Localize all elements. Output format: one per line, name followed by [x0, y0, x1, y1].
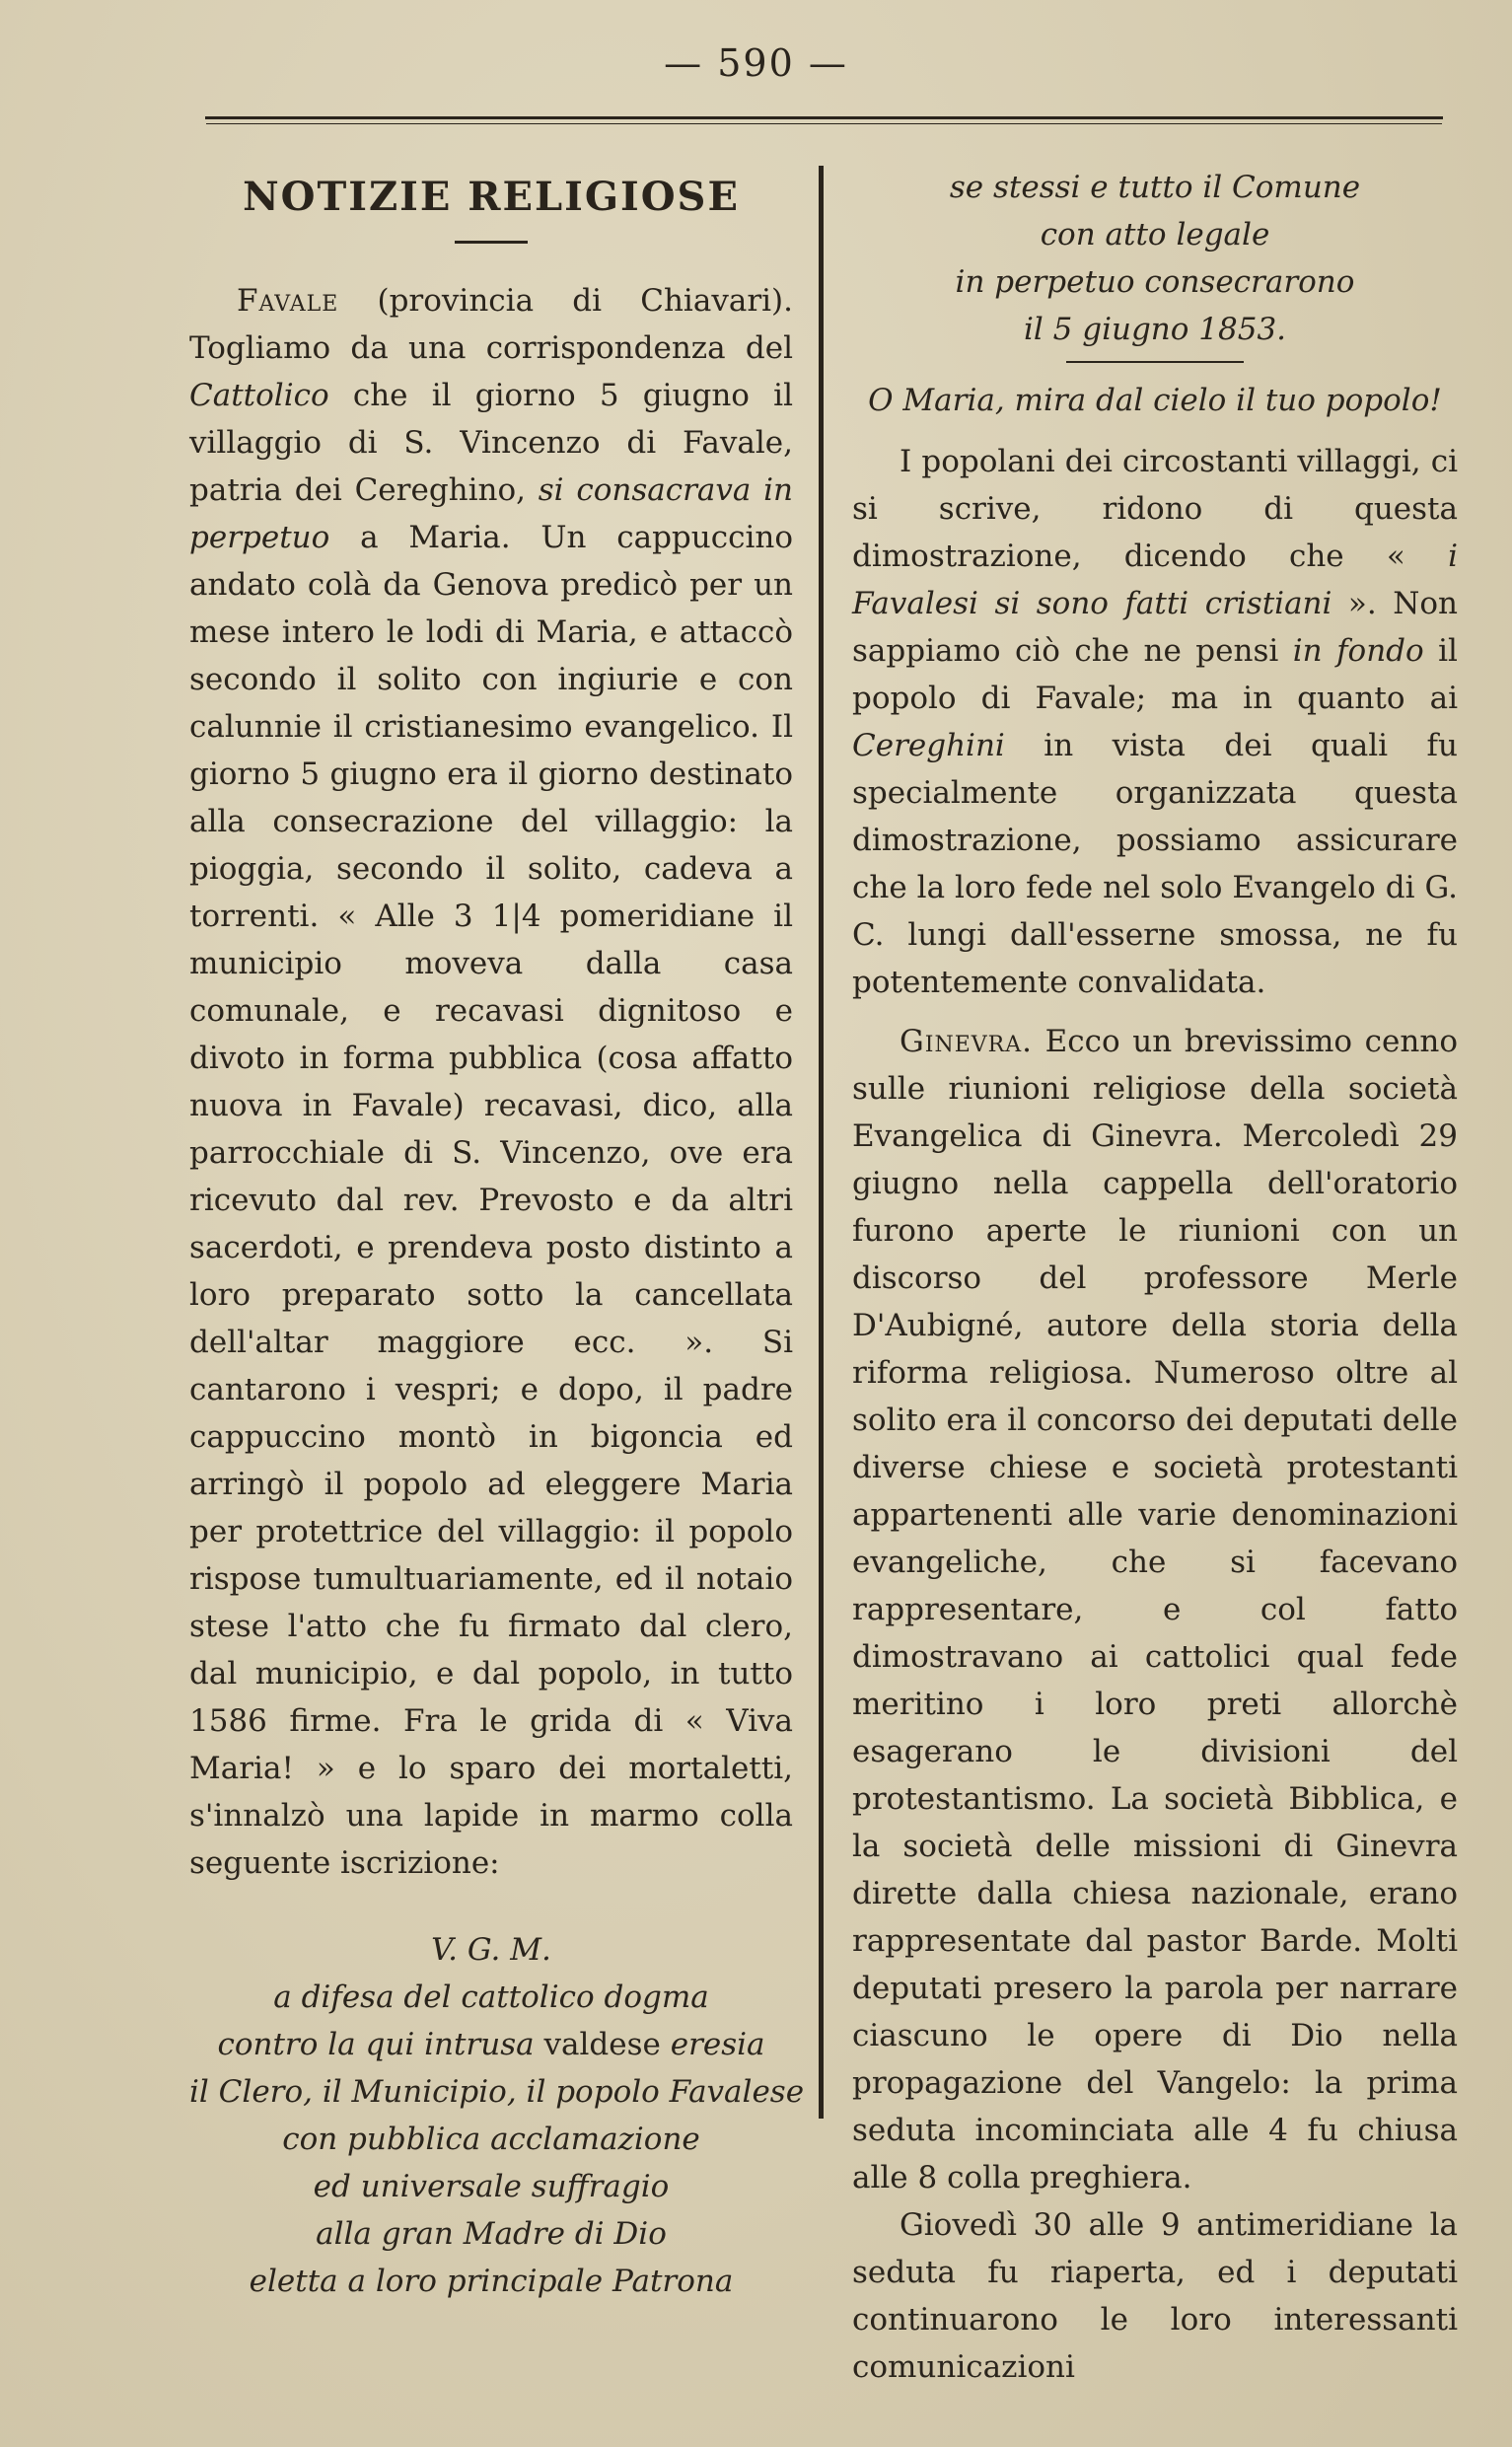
inscription-continued — [852, 164, 1458, 353]
top-rule — [205, 116, 1443, 119]
inscription-line: il Clero, il Municipio, il popolo Favalese — [189, 2074, 805, 2110]
favale-consacrava: si consacrava in perpetuo — [189, 472, 793, 555]
inscription-line: V. G. M. — [431, 1932, 551, 1968]
inscription-line: in perpetuo consecrarono — [955, 264, 1355, 300]
inscription-line — [189, 2021, 793, 2068]
column-divider — [819, 166, 824, 2119]
ginevra-text: Ecco un brevissimo cenno sulle riunioni religiose della società Evangelica di Ginevra. Mercoledì 29 giugno nella cappella dell'oratorio furono aperte le riunioni con un discorso del professore Merle D'Aubigné, autore della storia della riforma religiosa. Numeroso oltre al solito era il concorso dei deputati delle diverse chiese e società protestanti appartenenti alle varie denominazioni evangeliche, che si facevano rappresentare, e col fatto dimostravano ai cattolici qual fede meritino i loro preti allorchè esagerano le divisioni del protestantismo. La società Bibblica, e la società delle missioni di Ginevra dirette dalla chiesa nazionale, erano rappresentate dal pastor Barde. Molti deputati presero la parola per narrare ciascuno le opere di Dio nella propagazione del Vangelo: la prima seduta incominciata alle 4 fu chiusa alle 8 colla preghiera. — [852, 1024, 1458, 2195]
heading-rule — [455, 241, 528, 244]
favale-text-3: a Maria. Un cappuccino andato colà da Genova predicò per un mese intero le lodi di Maria, e attaccò secondo il solito con ingiurie e con calunnie il cristianesimo evangelico. Il giorno 5 giugno era il giorno destinato alla consecrazione del villaggio: la pioggia, secondo il solito, cadeva a torrenti. « Alle 3 1|4 pomeridiane il municipio moveva dalla casa comunale, e recavasi dignitoso e divoto in forma pubblica (cosa affatto nuova in Favale) recavasi, dico, alla parrocchiale di S. Vincenzo, ove era ricevuto dal rev. Prevosto e da altri sacerdoti, e prendeva posto distinto a loro preparato sotto la cancellata dell'altar maggiore ecc. ». Si cantarono i vespri; e dopo, il padre cappuccino montò in bigoncia ed arringò il popolo ad eleggere Maria per protettrice del villaggio: il popolo rispose tumultuariamente, ed il notaio stese l'atto che fu firmato dal clero, dal municipio, e dal popolo, in tutto 1586 firme. Fra le grida di « Viva Maria! » e lo sparo dei mortaletti, s'innalzò una lapide in marmo colla seguente iscrizione: — [189, 520, 793, 1881]
inscription-fragment: contro la qui intrusa — [217, 2027, 535, 2062]
right-column — [852, 158, 1458, 2391]
favale-paragraph — [189, 277, 793, 1887]
inscription — [189, 1926, 805, 2305]
inscription-line: alla gran Madre di Dio — [316, 2216, 667, 2252]
inscription-line: ed universale suffragio — [313, 2169, 670, 2204]
favale-text-2: che il giorno 5 giugno il villaggio di S. Vincenzo di Favale, patria dei Cereghino, — [189, 378, 793, 508]
ginevra-place: Ginevra. — [900, 1024, 1033, 1059]
inscription-line: con pubblica acclamazione — [282, 2122, 700, 2157]
popolani-fondo: in fondo — [1292, 633, 1424, 669]
popolani-text-3: il popolo di Favale; ma in quanto ai — [852, 633, 1458, 716]
favale-cattolico: Cattolico — [189, 378, 329, 413]
popolani-cereghini: Cereghini — [852, 728, 1005, 763]
inscription-rule — [1066, 361, 1244, 363]
popolani-fatti: i Favalesi si sono fatti cristiani — [852, 539, 1458, 621]
page-number: — 590 — — [664, 41, 848, 85]
inscription-line: il 5 giugno 1853. — [1023, 312, 1287, 347]
giovedi-paragraph: Giovedì 30 alle 9 antimeridiane la seduta fu riaperta, ed i deputati continuarono le loro interessanti comunicazioni — [852, 2207, 1458, 2385]
popolani-text-4: in vista dei quali fu specialmente organizzata questa dimostrazione, possiamo assicurare che la loro fede nel solo Evangelo di G. C. lungi dall'esserne smossa, ne fu potentemente convalidata. — [852, 728, 1458, 1000]
exclamation: O Maria, mira dal cielo il tuo popolo! — [868, 383, 1442, 418]
popolani-paragraph — [852, 438, 1458, 1006]
inscription-line: se stessi e tutto il Comune — [949, 170, 1361, 205]
inscription-line: a difesa del cattolico dogma — [273, 1979, 709, 2015]
inscription-fragment: valdese — [534, 2027, 671, 2062]
inscription-fragment: eresia — [670, 2027, 765, 2062]
left-column — [189, 158, 805, 2305]
ginevra-paragraph — [852, 1018, 1458, 2201]
popolani-text-1: I popolani dei circostanti villaggi, ci si scrive, ridono di questa dimostrazione, dicendo che « — [852, 444, 1458, 574]
favale-text-1: (provincia di Chiavari). Togliamo da una corrispondenza del — [189, 283, 793, 366]
section-heading: NOTIZIE RELIGIOSE — [243, 174, 740, 220]
inscription-line: eletta a loro principale Patrona — [249, 2264, 734, 2299]
favale-place: Favale — [237, 283, 339, 319]
inscription-line: con atto legale — [1040, 217, 1270, 252]
popolani-text-2: ». Non sappiamo ciò che ne pensi — [852, 586, 1458, 669]
